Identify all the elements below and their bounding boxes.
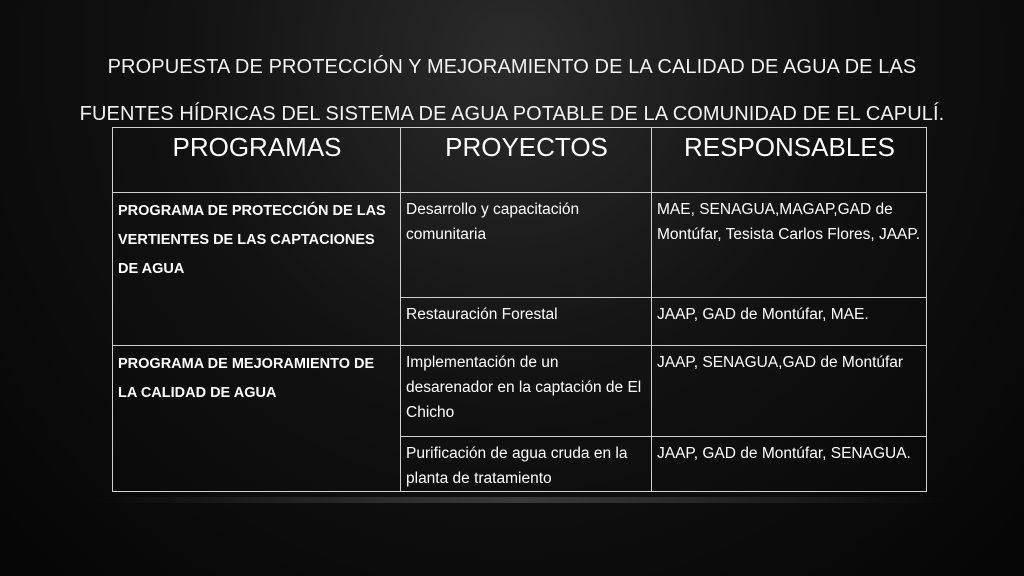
proyecto-cell: Purificación de agua cruda en la planta de tratamiento xyxy=(401,437,652,492)
responsables-cell: JAAP, SENAGUA,GAD de Montúfar xyxy=(652,346,927,437)
header-programas: PROGRAMAS xyxy=(113,128,401,193)
header-responsables: RESPONSABLES xyxy=(652,128,927,193)
programa-cell: PROGRAMA DE MEJORAMIENTO DE LA CALIDAD DE AGUA xyxy=(113,346,401,492)
slide-title-line-2: FUENTES HÍDRICAS DEL SISTEMA DE AGUA POTABLE DE LA COMUNIDAD DE EL CAPULÍ. xyxy=(79,103,945,125)
proyecto-cell: Restauración Forestal xyxy=(401,298,652,346)
slide-title xyxy=(0,44,1024,138)
responsables-cell: MAE, SENAGUA,MAGAP,GAD de Montúfar, Tesista Carlos Flores, JAAP. xyxy=(652,193,927,298)
programa-cell: PROGRAMA DE PROTECCIÓN DE LAS VERTIENTES DE LAS CAPTACIONES DE AGUA xyxy=(113,193,401,346)
table-row xyxy=(113,193,927,298)
responsables-cell: JAAP, GAD de Montúfar, MAE. xyxy=(652,298,927,346)
programs-table xyxy=(112,127,927,492)
header-proyectos: PROYECTOS xyxy=(401,128,652,193)
floor-reflection xyxy=(90,497,950,503)
proyecto-cell: Desarrollo y capacitación comunitaria xyxy=(401,193,652,298)
proyecto-cell: Implementación de un desarenador en la captación de El Chicho xyxy=(401,346,652,437)
slide-title-line-1: PROPUESTA DE PROTECCIÓN Y MEJORAMIENTO DE LA CALIDAD DE AGUA DE LAS xyxy=(107,56,917,78)
table-row xyxy=(113,346,927,437)
responsables-cell: JAAP, GAD de Montúfar, SENAGUA. xyxy=(652,437,927,492)
table-header-row xyxy=(113,128,927,193)
